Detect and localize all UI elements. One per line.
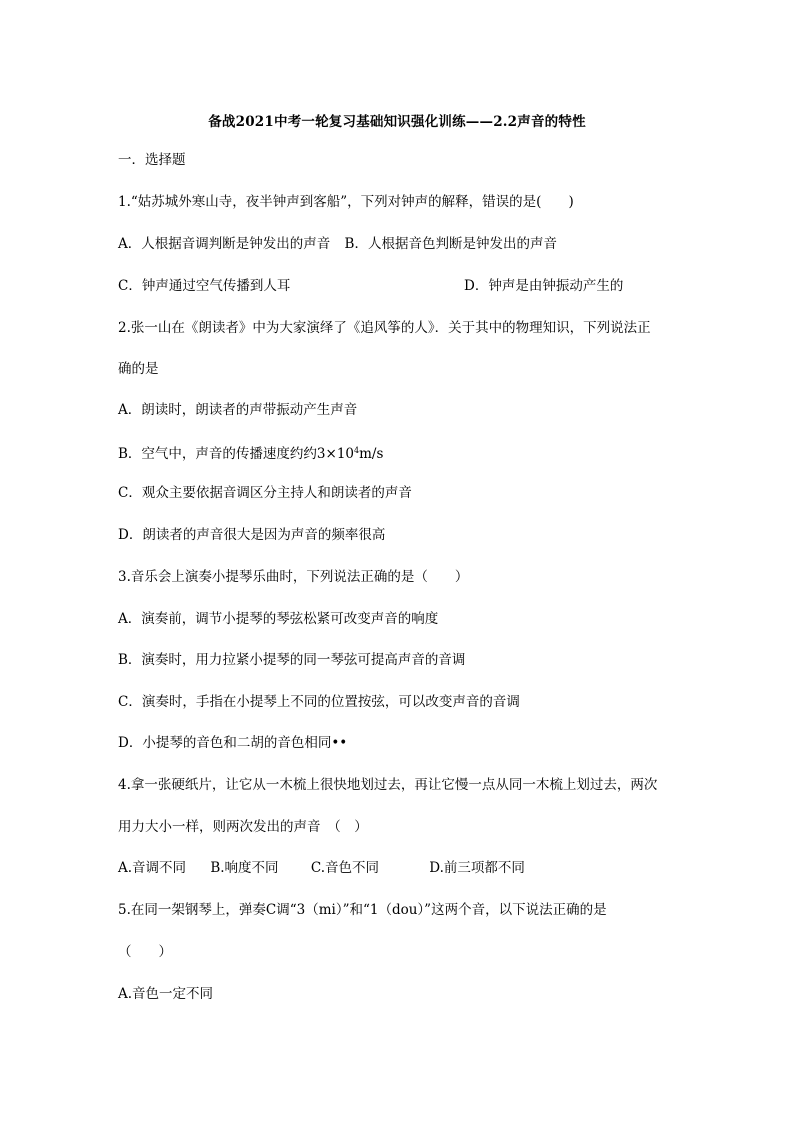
question-2-option-b-exponent: 4	[354, 446, 360, 455]
question-3-option-d: D．小提琴的音色和二胡的音色相同••	[118, 735, 348, 751]
question-2-option-b-text: B．空气中，声音的传播速度约约3×10	[118, 446, 354, 462]
question-1-option-a: A．人根据音调判断是钟发出的声音	[118, 236, 331, 252]
question-4-options	[118, 858, 525, 878]
question-2-stem-line-1: 2.张一山在《朗读者》中为大家演绎了《追风筝的人》．关于其中的物理知识，下列说法正	[118, 320, 651, 336]
question-4-stem-line-1: 4.拿一张硬纸片，让它从一木梳上很快地划过去，再让它慢一点从同一木梳上划过去，两次	[118, 777, 658, 793]
question-4-option-a: A.音调不同	[118, 860, 187, 876]
question-4-stem-line-2: 用力大小一样，则两次发出的声音 （ ）	[118, 819, 368, 835]
question-2-stem-line-2: 确的是	[118, 361, 159, 377]
section-heading: 一．选择题	[118, 152, 186, 168]
question-4-option-d: D.前三项都不同	[429, 860, 525, 876]
question-2-option-a: A．朗读时，朗读者的声带振动产生声音	[118, 402, 358, 418]
question-5-stem-line-1: 5.在同一架钢琴上，弹奏C调“3（mi）”和“1（dou）”这两个音，以下说法正确的是	[118, 902, 607, 918]
question-3-option-c: C．演奏时，手指在小提琴上不同的位置按弦，可以改变声音的音调	[118, 694, 520, 710]
question-5-stem-line-2: （ ）	[118, 944, 172, 960]
question-1-option-b: B．人根据音色判断是钟发出的声音	[344, 236, 557, 252]
question-4-option-c: C.音色不同	[310, 860, 379, 876]
question-5-option-a: A.音色一定不同	[118, 986, 214, 1002]
question-3-stem: 3.音乐会上演奏小提琴乐曲时，下列说法正确的是（ ）	[118, 569, 469, 585]
question-4-option-b: B.响度不同	[210, 860, 279, 876]
question-1-option-d: D．钟声是由钟振动产生的	[464, 278, 624, 294]
question-1-option-c: C．钟声通过空气传播到人耳	[118, 278, 291, 294]
question-1-options-row-2	[118, 276, 624, 296]
question-2-option-b-unit: m/s	[359, 446, 384, 462]
question-1-stem: 1.“姑苏城外寒山寺，夜半钟声到客船”，下列对钟声的解释，错误的是( )	[118, 194, 574, 210]
question-2-option-d: D．朗读者的声音很大是因为声音的频率很高	[118, 527, 386, 543]
question-3-option-a: A．演奏前，调节小提琴的琴弦松紧可改变声音的响度	[118, 611, 439, 627]
question-2-option-b	[118, 441, 383, 464]
document-title: 备战2021中考一轮复习基础知识强化训练——2.2声音的特性	[208, 114, 586, 130]
question-1-options-row-1	[118, 234, 557, 254]
question-3-option-b: B．演奏时，用力拉紧小提琴的同一琴弦可提高声音的音调	[118, 652, 466, 668]
question-2-option-c: C．观众主要依据音调区分主持人和朗读者的声音	[118, 485, 412, 501]
